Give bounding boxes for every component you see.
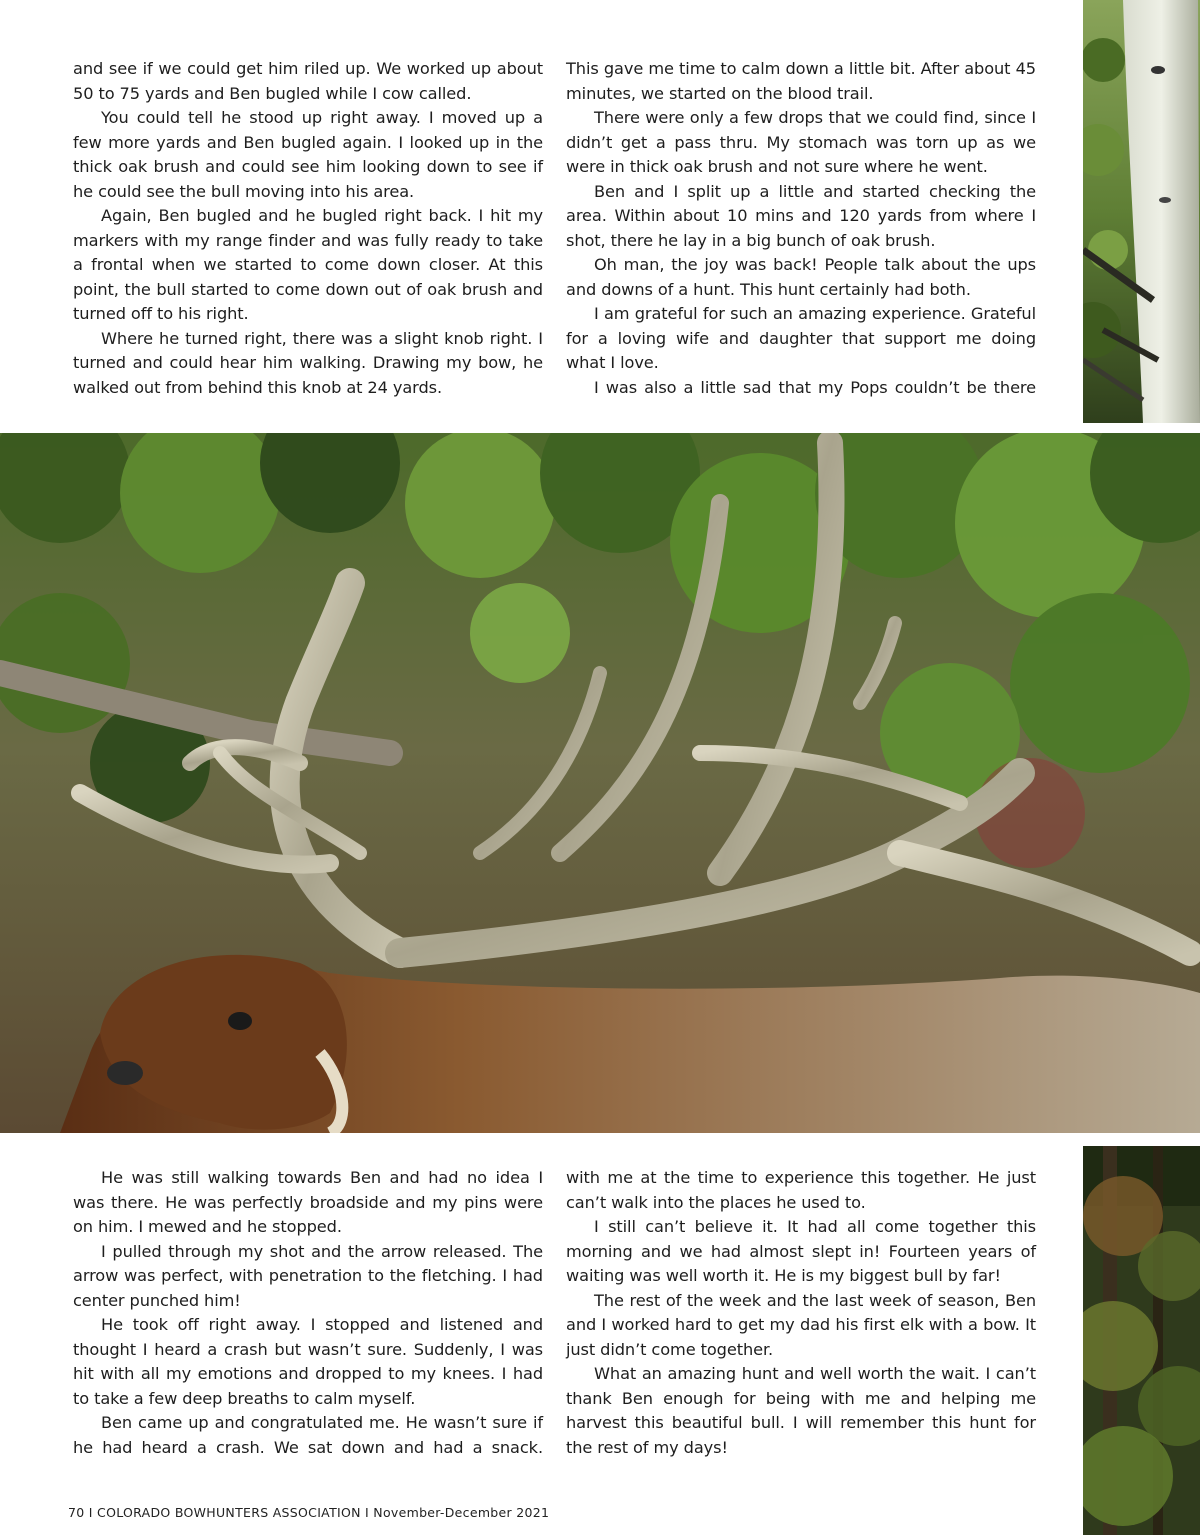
article-column-top-left xyxy=(73,57,543,400)
paragraph: There were only a few drops that we could find, since I didn’t get a pass thru. My stomach was torn up as we were in thick oak brush and not sure where he went. xyxy=(566,108,1036,176)
paragraph: I pulled through my shot and the arrow released. The arrow was perfect, with penetration to the fletching. I had center punched him! xyxy=(73,1241,543,1310)
paragraph: What an amazing hunt and well worth the wait. I can’t thank Ben enough for being with me and helping me harvest this beautiful bull. I will remember this hunt for the rest of my days! xyxy=(566,1364,1036,1457)
aspen-tree-photo xyxy=(1083,0,1200,423)
paragraph: and see if we could get him riled up. We worked up about 50 to 75 yards and Ben bugled while I cow called. xyxy=(73,59,543,103)
paragraph: He was still walking towards Ben and had no idea I was there. He was perfectly broadside and my pins were on him. I mewed and he stopped. xyxy=(73,1168,543,1236)
paragraph: The rest of the week and the last week of season, Ben and I worked hard to get my dad his first elk with a bow. It just didn’t come together. xyxy=(566,1290,1036,1359)
paragraph: You could tell he stood up right away. I moved up a few more yards and Ben bugled again. I looked up in the thick oak brush and could see him looking down to see if he could see the bull moving into his area. xyxy=(73,108,543,201)
paragraph: I am grateful for such an amazing experience. Grateful for a loving wife and daughter that support me doing what I love. xyxy=(566,304,1036,372)
article-column-top-right xyxy=(566,57,1036,400)
paragraph: Ben and I split up a little and started checking the area. Within about 10 mins and 120 yards from where I shot, there he lay in a big bunch of oak brush. xyxy=(566,181,1036,250)
article-column-bottom-right xyxy=(566,1166,1036,1460)
article-column-bottom-left xyxy=(73,1166,543,1460)
paragraph: I was also a little sad that my Pops couldn’t be there xyxy=(594,377,1036,397)
paragraph: I still can’t believe it. It had all come together this morning and we had almost slept in! Fourteen years of waiting was well worth it. He is my biggest bull by far! xyxy=(566,1217,1036,1285)
forest-photo xyxy=(1083,1146,1200,1535)
paragraph: Where he turned right, there was a slight knob right. I turned and could hear him walking. Drawing my bow, he walked out from behind this knob at 24 yards. xyxy=(73,328,543,397)
paragraph: with me at the time to experience this together. He just can’t walk into the places he used to. xyxy=(566,1168,1036,1212)
paragraph: Oh man, the joy was back! People talk about the ups and downs of a hunt. This hunt certainly had both. xyxy=(566,255,1036,299)
paragraph: Ben came up and congratulated me. He wasn’t sure if he had heard a crash. We sat down and had a snack. xyxy=(73,1413,543,1457)
paragraph: This gave me time to calm down a little bit. After about 45 minutes, we started on the blood trail. xyxy=(566,59,1036,103)
paragraph: Again, Ben bugled and he bugled right back. I hit my markers with my range finder and was fully ready to take a frontal when we started to come down closer. At this point, the bull started to come down out of oak brush and turned off to his right. xyxy=(73,206,543,323)
page-footer: 70 I COLORADO BOWHUNTERS ASSOCIATION I November-December 2021 xyxy=(68,1505,550,1520)
elk-harvest-photo xyxy=(0,433,1200,1133)
paragraph: He took off right away. I stopped and listened and thought I heard a crash but wasn’t sure. Suddenly, I was hit with all my emotions and dropped to my knees. I had to take a few deep breaths to calm myself. xyxy=(73,1315,543,1408)
